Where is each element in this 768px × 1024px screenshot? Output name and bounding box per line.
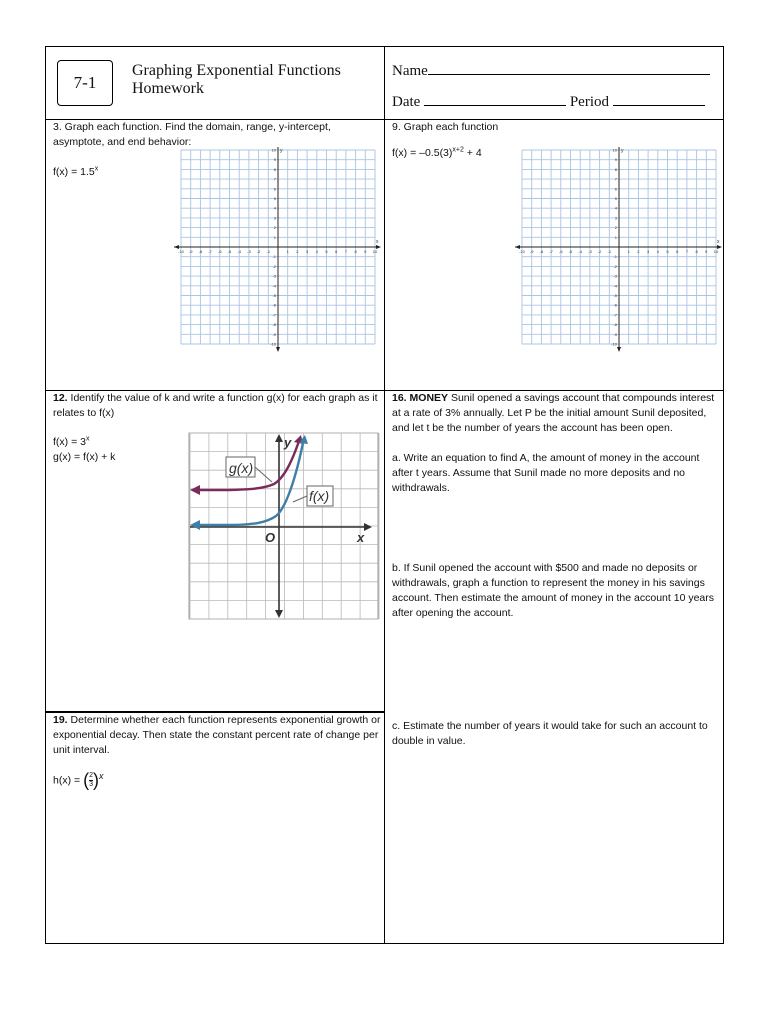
x-tick-label: 9	[364, 249, 367, 254]
q19-function-base: h(x) =	[53, 774, 84, 787]
y-tick-label: -2	[613, 263, 617, 269]
x-tick-label: -9	[188, 249, 193, 254]
x-tick-label: -8	[198, 249, 203, 254]
y-tick-label: -8	[613, 322, 617, 328]
x-tick-label: -3	[588, 249, 592, 254]
x-tick-label: 8	[354, 249, 357, 254]
y-axis-label: y	[621, 148, 624, 154]
q19-frac-denominator: 3	[89, 781, 93, 788]
y-tick-label: -7	[272, 312, 276, 318]
title-line-1: Graphing Exponential Functions	[132, 62, 341, 79]
q16-prompt	[392, 391, 720, 436]
x-tick-label: 5	[666, 249, 669, 254]
period-blank[interactable]	[613, 91, 705, 106]
x-tick-label: -10	[519, 249, 525, 254]
x-tick-label: -1	[607, 249, 612, 254]
q16-topic: MONEY	[409, 392, 449, 404]
q12-reference-graph	[188, 432, 380, 620]
x-tick-label: -1	[266, 249, 271, 254]
q19-number: 19.	[53, 714, 68, 726]
x-tick-label: -10	[178, 249, 184, 254]
x-tick-label: 10	[372, 249, 378, 254]
period-label: Period	[569, 94, 609, 110]
q3-prompt: 3. Graph each function. Find the domain, range, y-intercept, asymptote, and end behavior:	[53, 121, 331, 148]
y-tick-label: 2	[614, 225, 617, 231]
y-tick-label: 3	[614, 215, 617, 221]
q12-origin-label: O	[265, 530, 276, 545]
name-field[interactable]	[392, 60, 710, 80]
q16-part-a: a. Write an equation to find A, the amount of money in the account after t years. Assume that Sunil made no more deposits and no withdrawals.	[392, 452, 700, 494]
x-tick-label: -8	[539, 249, 544, 254]
x-tick-label: 7	[344, 249, 348, 254]
q12-g-label: g(x)	[229, 460, 254, 476]
y-tick-label: 8	[614, 166, 617, 172]
y-tick-label: -6	[272, 302, 276, 308]
q16-part-c: c. Estimate the number of years it would take for such an account to double in value.	[392, 720, 708, 747]
y-tick-label: 8	[273, 166, 276, 172]
q16-number: 16.	[392, 392, 407, 404]
x-tick-label: -5	[568, 249, 573, 254]
column-divider	[384, 47, 385, 943]
x-axis-label: x	[376, 239, 379, 245]
y-tick-label: -4	[272, 283, 276, 289]
y-tick-label: 10	[612, 147, 617, 153]
y-tick-label: 7	[273, 176, 276, 182]
y-tick-label: -9	[272, 331, 276, 337]
date-label: Date	[392, 94, 421, 110]
q3-function-exponent: x	[94, 165, 99, 173]
y-tick-label: -3	[613, 273, 617, 279]
q12-number: 12.	[53, 392, 68, 404]
y-axis-arrow-down	[276, 347, 280, 352]
x-tick-label: 7	[685, 249, 689, 254]
lesson-number-box	[57, 60, 113, 106]
x-tick-label: -2	[256, 249, 261, 254]
date-blank[interactable]	[424, 91, 566, 106]
y-tick-label: -9	[613, 331, 617, 337]
q9-function-exponent: x+2	[452, 146, 464, 154]
y-tick-label: -2	[272, 263, 276, 269]
q12-prompt	[53, 391, 381, 421]
y-tick-label: 9	[273, 157, 276, 163]
y-tick-label: -6	[613, 302, 617, 308]
y-tick-label: 6	[614, 186, 617, 192]
y-tick-label: -4	[613, 283, 617, 289]
x-tick-label: 1	[627, 249, 630, 254]
name-label: Name	[392, 63, 428, 79]
x-tick-label: 8	[695, 249, 698, 254]
q12-f-base: f(x) = 3	[53, 436, 86, 448]
date-period-field[interactable]	[392, 91, 705, 111]
x-tick-label: -4	[578, 249, 582, 254]
y-tick-label: 7	[614, 176, 617, 182]
y-tick-label: -5	[613, 293, 617, 298]
q3-coordinate-grid[interactable]	[174, 147, 382, 357]
x-tick-label: 6	[335, 249, 338, 254]
y-tick-label: -3	[272, 273, 276, 279]
worksheet-title	[132, 62, 341, 98]
y-tick-label: -8	[272, 322, 276, 328]
y-axis-arrow-down	[617, 347, 621, 352]
lesson-number: 7-1	[73, 73, 97, 92]
q16-part-b: b. If Sunil opened the account with $500 and made no deposits or withdrawals, graph a function to represent the money in his savings account. Then estimate the amount of money in the account 10 years after opening the account.	[392, 562, 714, 619]
y-tick-label: 4	[614, 205, 617, 211]
q19-prompt	[53, 713, 381, 758]
x-tick-label: 3	[646, 249, 650, 254]
q19-function-exponent: x	[98, 770, 104, 781]
x-tick-label: 5	[325, 249, 328, 254]
x-tick-label: 2	[296, 249, 299, 254]
title-line-2: Homework	[132, 80, 204, 97]
y-tick-label: -10	[270, 341, 276, 347]
y-tick-label: 5	[614, 196, 617, 201]
y-tick-label: 6	[273, 186, 276, 192]
x-tick-label: 4	[315, 249, 318, 254]
x-tick-label: 10	[713, 249, 719, 254]
y-tick-label: 1	[273, 234, 276, 240]
y-tick-label: -7	[613, 312, 617, 318]
q12-prompt-text: Identify the value of k and write a function g(x) for each graph as it relates to f(x)	[53, 392, 378, 419]
x-axis-label: x	[717, 239, 720, 245]
question-19	[53, 713, 381, 789]
worksheet	[45, 46, 724, 944]
q19-function: h(x) = ( $\frac{2}{3}$ )$^x$	[53, 770, 104, 790]
y-tick-label: 3	[273, 215, 276, 221]
x-tick-label: -3	[247, 249, 251, 254]
y-tick-label: 1	[614, 234, 617, 240]
q3-function-base: f(x) = 1.5	[53, 166, 95, 178]
q19-prompt-text: Determine whether each function represents exponential growth or exponential decay. Then state the constant percent rate of change per unit interval.	[53, 714, 381, 756]
y-tick-label: 5	[273, 196, 276, 201]
q12-line-2: g(x) = f(x) + k	[53, 451, 116, 463]
q16-prompt-text: Sunil opened a savings account that compounds interest at a rate of 3% annually. Let P be the initial amount Sunil deposited, and let t be the number of years the account has been open.	[392, 392, 715, 434]
x-tick-label: -4	[237, 249, 241, 254]
q9-prompt: 9. Graph each function	[392, 121, 499, 133]
x-tick-label: -7	[208, 249, 212, 254]
x-tick-label: 9	[705, 249, 708, 254]
q12-x-label: x	[357, 530, 365, 545]
y-tick-label: 4	[273, 205, 276, 211]
x-tick-label: 4	[656, 249, 659, 254]
q9-function-tail: + 4	[463, 147, 482, 159]
q19-frac-numerator: 2	[89, 772, 93, 779]
y-tick-label: -1	[272, 254, 276, 260]
y-tick-label: -10	[611, 341, 617, 347]
y-tick-label: 2	[273, 225, 276, 231]
x-tick-label: -5	[227, 249, 232, 254]
x-tick-label: 6	[676, 249, 679, 254]
q12-f-exponent: x	[85, 435, 90, 443]
question-16	[392, 391, 720, 749]
x-tick-label: 3	[305, 249, 309, 254]
q12-y-label: y	[284, 435, 292, 450]
x-tick-label: -6	[559, 249, 563, 254]
name-blank[interactable]	[428, 60, 710, 75]
q9-function-base: f(x) = –0.5(3)	[392, 147, 453, 159]
y-tick-label: -1	[613, 254, 617, 260]
y-tick-label: -5	[272, 293, 276, 298]
q9-coordinate-grid[interactable]	[515, 147, 723, 357]
y-tick-label: 10	[271, 147, 276, 153]
x-tick-label: -7	[549, 249, 553, 254]
x-tick-label: -6	[218, 249, 222, 254]
y-tick-label: 9	[614, 157, 617, 163]
y-axis-label: y	[280, 148, 283, 154]
q12-f-label: f(x)	[309, 488, 330, 504]
x-tick-label: 2	[637, 249, 640, 254]
x-tick-label: 1	[286, 249, 289, 254]
x-tick-label: -9	[529, 249, 534, 254]
x-tick-label: -2	[597, 249, 602, 254]
